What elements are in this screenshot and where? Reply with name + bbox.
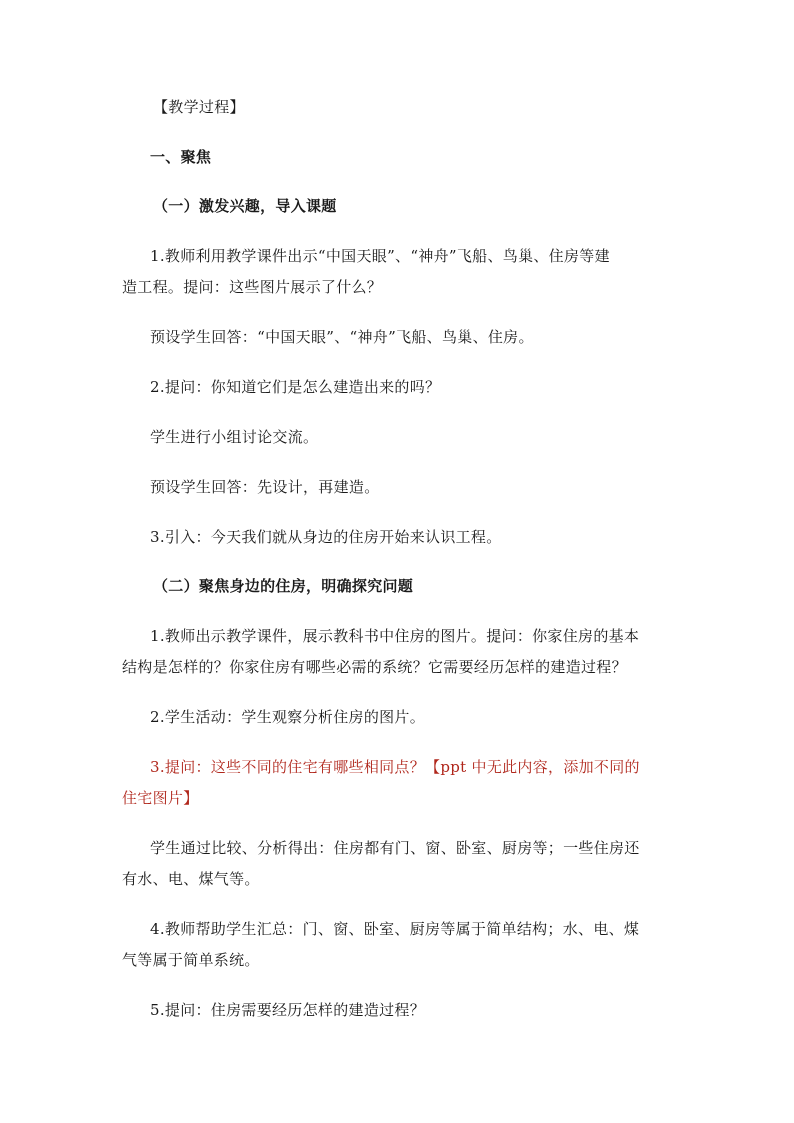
paragraph-8: 2.学生活动：学生观察分析住房的图片。 bbox=[150, 708, 426, 726]
paragraph-5: 预设学生回答：先设计，再建造。 bbox=[150, 478, 380, 496]
paragraph-7-line-1: 1.教师出示教学课件，展示教科书中住房的图片。提问：你家住房的基本 bbox=[150, 627, 640, 645]
subsection-2-heading: （二）聚焦身边的住房，明确探究问题 bbox=[153, 577, 414, 595]
paragraph-9-line-1: 3.提问：这些不同的住宅有哪些相同点？【ppt 中无此内容，添加不同的 bbox=[150, 758, 640, 776]
paragraph-11-line-2: 气等属于简单系统。 bbox=[122, 951, 260, 969]
paragraph-10-line-2: 有水、电、煤气等。 bbox=[122, 870, 260, 888]
paragraph-1-line-1: 1.教师利用教学课件出示“中国天眼”、“神舟”飞船、鸟巢、住房等建 bbox=[150, 247, 610, 265]
paragraph-2: 预设学生回答：“中国天眼”、“神舟”飞船、鸟巢、住房。 bbox=[150, 328, 534, 346]
paragraph-6: 3.引入：今天我们就从身边的住房开始来认识工程。 bbox=[150, 528, 502, 546]
paragraph-3: 2.提问：你知道它们是怎么建造出来的吗？ bbox=[150, 378, 441, 396]
subsection-1-heading: （一）激发兴趣，导入课题 bbox=[153, 197, 337, 215]
paragraph-4: 学生进行小组讨论交流。 bbox=[150, 428, 319, 446]
paragraph-7-line-2: 结构是怎样的？你家住房有哪些必需的系统？它需要经历怎样的建造过程？ bbox=[122, 658, 627, 676]
section-focus-heading: 一、聚焦 bbox=[150, 148, 212, 166]
paragraph-9-line-2: 住宅图片】 bbox=[122, 789, 199, 807]
paragraph-12: 5.提问：住房需要经历怎样的建造过程？ bbox=[150, 1001, 426, 1019]
process-heading: 【教学过程】 bbox=[153, 98, 245, 116]
paragraph-1-line-2: 造工程。提问：这些图片展示了什么？ bbox=[122, 278, 383, 296]
paragraph-11-line-1: 4.教师帮助学生汇总：门、窗、卧室、厨房等属于简单结构；水、电、煤 bbox=[150, 920, 640, 938]
paragraph-10-line-1: 学生通过比较、分析得出：住房都有门、窗、卧室、厨房等；一些住房还 bbox=[150, 839, 640, 857]
